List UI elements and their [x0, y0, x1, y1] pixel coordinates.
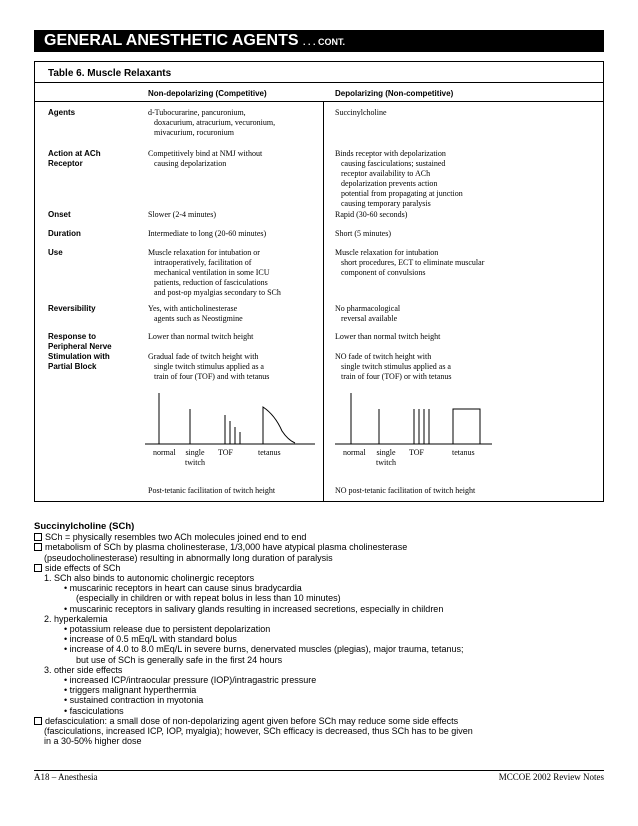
footer-right: MCCOE 2002 Review Notes: [498, 772, 604, 782]
checkbox-icon: [34, 564, 42, 572]
checkbox-bullet-item: metabolism of SCh by plasma cholinesterase, 1/3,000 have atypical plasma cholinesterase: [34, 542, 604, 552]
cell-nondepol: Muscle relaxation for intubation or intraoperatively, facilitation of mechanical ventilation in some ICU patients, reduction of fasciculations and post-op myalgias secondary to SCh: [148, 248, 281, 297]
label-normal-a: normal: [153, 448, 176, 457]
checkbox-bullet-item: SCh = physically resembles two ACh molecules joined end to end: [34, 532, 604, 542]
cell-depol: No pharmacological reversal available: [335, 304, 401, 323]
row-label: Use: [48, 248, 63, 257]
cell-nondepol: Competitively bind at NMJ without causing depolarization: [148, 149, 263, 168]
label-tof-a: TOF: [218, 448, 233, 457]
list-item: • sustained contraction in myotonia: [64, 695, 204, 706]
sch-lines: [34, 532, 604, 746]
cell-nondepol: Intermediate to long (20-60 minutes): [148, 229, 267, 238]
list-item: (especially in children or with repeat bolus in less than 10 minutes): [76, 593, 341, 604]
col-header-nondepolarizing: Non-depolarizing (Competitive): [148, 89, 267, 98]
cell-depol: Lower than normal twitch height: [335, 332, 441, 341]
twitch-diagram-depol: [335, 387, 495, 447]
banner-title: GENERAL ANESTHETIC AGENTS: [44, 32, 299, 49]
tetanus-sustained: [453, 409, 480, 444]
label-tetanus-b: tetanus: [452, 448, 475, 457]
cell-depol: Binds receptor with depolarization causing fasciculations; sustained receptor availability to ACh depolarization prevents action potential from propagating at junction causing temporary paralysis: [335, 149, 463, 208]
cell-nondepol: Yes, with anticholinesterase agents such as Neostigmine: [148, 304, 243, 323]
checkbox-icon: [34, 533, 42, 541]
list-item: • fasciculations: [64, 705, 124, 716]
tetanus-fade: [263, 407, 295, 444]
list-item: but use of SCh is generally safe in the first 24 hours: [76, 654, 283, 665]
list-item: (fasciculations, increased ICP, IOP, myalgia); however, SCh efficacy is decreased, thus SCh has to be given: [44, 726, 473, 737]
row-label: Response to Peripheral Nerve Stimulation with Partial Block: [48, 332, 112, 371]
list-item: • increase of 4.0 to 8.0 mEq/L in severe burns, denervated muscles (plegias), major trauma, tetanus;: [64, 644, 464, 655]
label-tof-b: TOF: [409, 448, 424, 457]
fade-text-depol: NO fade of twitch height with single twitch stimulus applied as a train of four (TOF) or with tetanus: [335, 352, 452, 381]
label-single-b: single twitch: [376, 448, 396, 467]
table-rule: [35, 82, 603, 83]
succinylcholine-section: [34, 522, 604, 746]
list-item: (pseudocholinesterase) resulting in abnormally long duration of paralysis: [44, 552, 333, 563]
list-item: • muscarinic receptors in salivary glands resulting in increased secretions, especially in children: [64, 603, 444, 614]
ptf-nondepol: Post-tetanic facilitation of twitch height: [148, 486, 276, 495]
list-item: 3. other side effects: [44, 664, 123, 675]
list-item: • potassium release due to persistent depolarization: [64, 624, 271, 635]
list-item: • increased ICP/intraocular pressure (IOP)/intragastric pressure: [64, 675, 317, 686]
label-single-a: single twitch: [185, 448, 205, 467]
twitch-diagram-nondepol: [145, 387, 315, 447]
cell-depol: Muscle relaxation for intubation short procedures, ECT to eliminate muscular component of convulsions: [335, 248, 485, 277]
banner-cont: . . . CONT.: [303, 37, 346, 47]
cell-nondepol: Slower (2-4 minutes): [148, 210, 216, 219]
cell-nondepol: Lower than normal twitch height: [148, 332, 254, 341]
checkbox-icon: [34, 717, 42, 725]
fade-text-nondepol: Gradual fade of twitch height with single twitch stimulus applied as a train of four (TOF) and with tetanus: [148, 352, 270, 381]
list-item: • muscarinic receptors in heart can cause sinus bradycardia: [64, 583, 302, 594]
table-title: Table 6. Muscle Relaxants: [48, 68, 172, 79]
page-footer: [34, 770, 604, 782]
section-title: Succinylcholine (SCh): [34, 521, 135, 532]
list-item: in a 30-50% higher dose: [44, 736, 142, 747]
cell-depol: Short (5 minutes): [335, 229, 391, 238]
muscle-relaxants-table: [34, 61, 604, 502]
checkbox-bullet-item: defasciculation: a small dose of non-depolarizing agent given before SCh may reduce some side effects: [34, 716, 604, 726]
row-label: Reversibility: [48, 304, 96, 313]
row-label: Action at ACh Receptor: [48, 149, 101, 168]
cell-nondepol: d-Tubocurarine, pancuronium, doxacurium, atracurium, vecuronium, mivacurium, rocuronium: [148, 108, 276, 137]
list-item: 1. SCh also binds to autonomic cholinergic receptors: [44, 573, 255, 584]
footer-rule: [34, 770, 604, 771]
list-item: • increase of 0.5 mEq/L with standard bolus: [64, 634, 237, 645]
ptf-depol: NO post-tetanic facilitation of twitch height: [335, 486, 476, 495]
footer-left: A18 – Anesthesia: [34, 772, 98, 782]
label-tetanus-a: tetanus: [258, 448, 281, 457]
list-item: • triggers malignant hyperthermia: [64, 685, 197, 696]
cell-depol: Succinylcholine: [335, 108, 387, 117]
row-label: Duration: [48, 229, 81, 238]
checkbox-icon: [34, 543, 42, 551]
header-rule: [35, 101, 603, 102]
label-normal-b: normal: [343, 448, 366, 457]
cell-depol: Rapid (30-60 seconds): [335, 210, 408, 219]
row-label: Agents: [48, 108, 76, 117]
list-item: 2. hyperkalemia: [44, 613, 108, 624]
row-label: Onset: [48, 210, 71, 219]
col-header-depolarizing: Depolarizing (Non-competitive): [335, 89, 454, 98]
section-banner: [34, 30, 604, 52]
checkbox-bullet-item: side effects of SCh: [34, 563, 604, 573]
